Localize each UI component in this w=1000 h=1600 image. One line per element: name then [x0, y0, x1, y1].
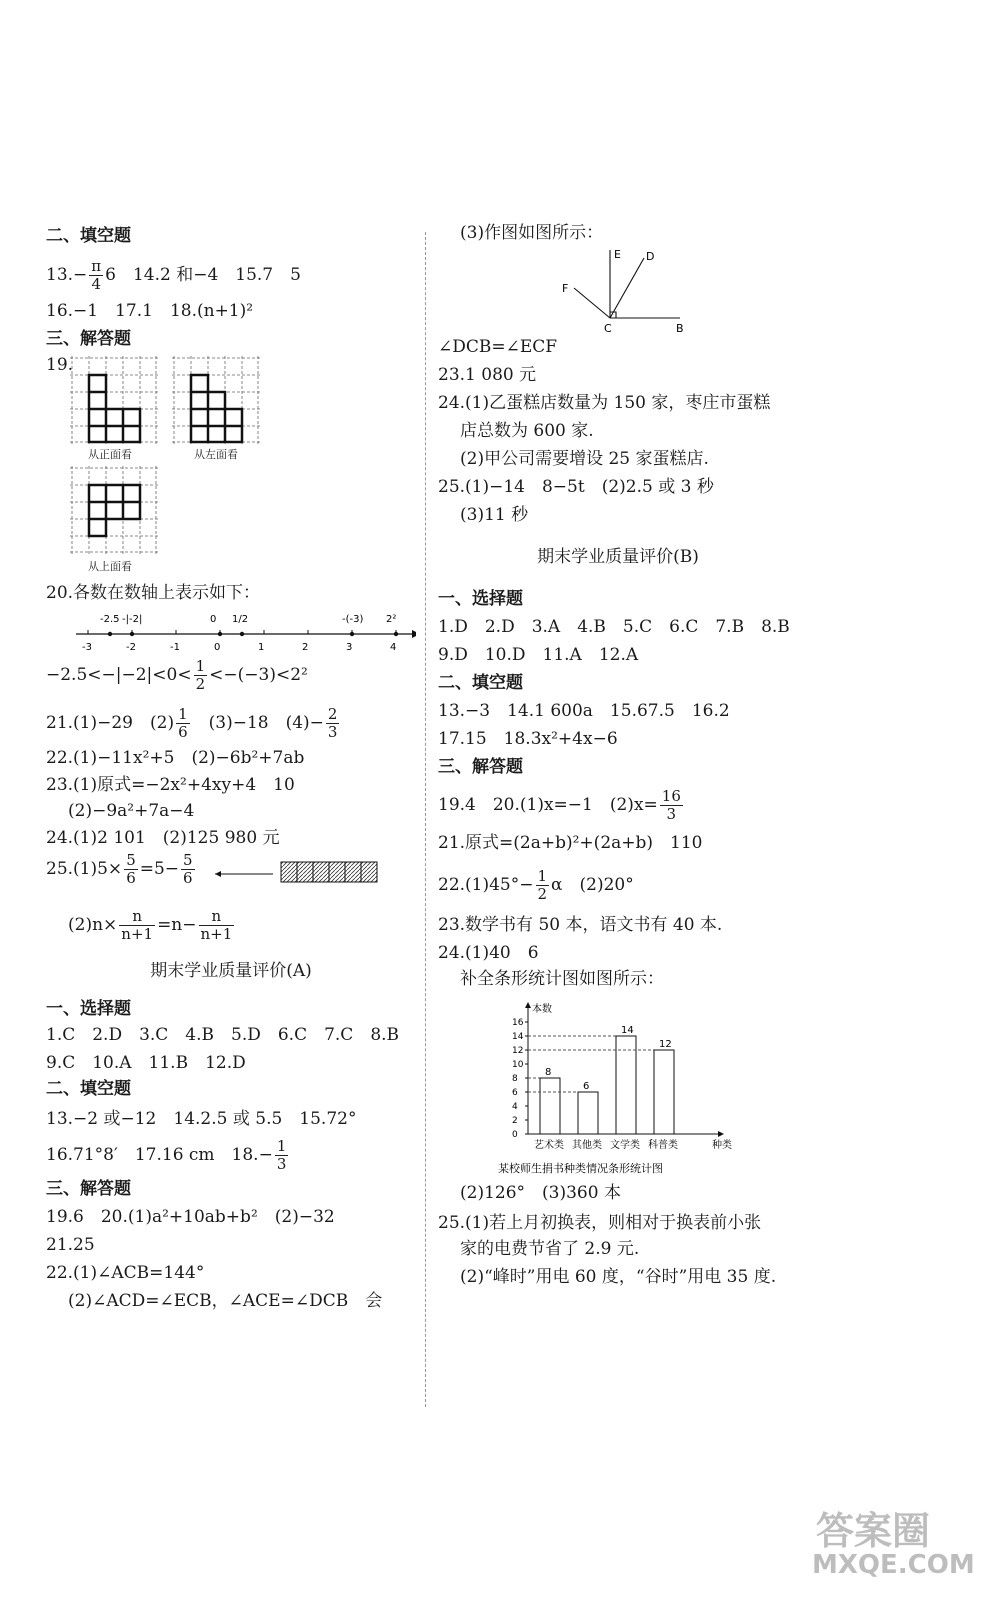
label-E: E: [614, 248, 621, 261]
answer-3-figure-note: (3)作图如图所示：: [460, 223, 604, 243]
bar-data-label: 6: [583, 1081, 590, 1092]
y-tick-label: 6: [512, 1088, 518, 1098]
answer-23: 23.1 080 元: [438, 365, 537, 385]
chart-title: 某校师生捐书种类情况条形统计图: [498, 1162, 663, 1175]
answer-22: 22.(1)−11x²+5 (2)−6b²+7ab: [46, 748, 305, 768]
answer-24-1b: 店总数为 600 家.: [460, 421, 594, 441]
category-label: 艺术类: [534, 1140, 564, 1151]
answer-b25-2: (2)“峰时”用电 60 度，“谷时”用电 35 度.: [460, 1267, 777, 1287]
answer-a22-2: (2)∠ACD=∠ECB，∠ACE=∠DCB 会: [68, 1291, 383, 1311]
number-line-tick-label: 3: [346, 642, 353, 653]
choice-answers-1: 1.C 2.D 3.C 4.B 5.D 6.C 7.C 8.B: [46, 1025, 400, 1045]
inequality-chain: −2.5<−|−2|<0< $\frac{1}{2}$ <−(−3)<2²: [46, 657, 308, 693]
caption-top-view: 从上面看: [88, 560, 132, 573]
answer-b23: 23.数学书有 50 本，语文书有 40 本.: [438, 915, 723, 935]
answer-25-2: (2)n× $\frac{n}{n+1}$ =n− $\frac{n}{n+1}$: [68, 907, 233, 943]
number-line-point-label: 1/2: [232, 614, 249, 625]
number-line-tick-label: 0: [214, 642, 221, 653]
answer-b25-1b: 家的电费节省了 2.9 元.: [460, 1239, 640, 1259]
label-C: C: [604, 322, 612, 335]
number-line-tick-label: 1: [258, 642, 265, 653]
x-axis-label: 种类: [712, 1140, 732, 1151]
watermark-logo: 答案圈: [816, 1509, 931, 1553]
answer-24-2: (2)甲公司需要增设 25 家蛋糕店.: [460, 449, 709, 469]
angle-equality: ∠DCB=∠ECF: [438, 337, 558, 357]
answer-a19: 19.6 20.(1)a²+10ab+b² (2)−32: [46, 1207, 335, 1227]
caption-front-view: 从正面看: [88, 448, 132, 461]
bar-data-label: 12: [659, 1039, 672, 1050]
fill-answers-b17: 17.15 18.3x²+4x−6: [438, 729, 618, 749]
answer-23-1: 23.(1)原式=−2x²+4xy+4 10: [46, 775, 295, 795]
section-heading: 二、填空题: [438, 673, 523, 693]
fill-answers-b13: 13.−3 14.1 600a 15.67.5 16.2: [438, 701, 730, 721]
number-line-tick-label: 2: [302, 642, 309, 653]
answer-b21: 21.原式=(2a+b)²+(2a+b) 110: [438, 833, 703, 853]
y-tick-label: 10: [512, 1060, 524, 1070]
section-heading: 二、填空题: [46, 226, 131, 246]
number-line-tick-label: 4: [390, 642, 397, 653]
category-label: 科普类: [648, 1140, 678, 1151]
bar-data-label: 14: [621, 1025, 634, 1036]
y-axis-label: 本数: [532, 1004, 552, 1015]
bar: [616, 1036, 636, 1134]
number-line-tick-label: -1: [170, 642, 180, 653]
number-line-point-label: 2²: [386, 614, 397, 625]
section-heading: 三、解答题: [46, 329, 131, 349]
left-view-grid: [172, 356, 260, 444]
answer-19: 19.: [46, 355, 74, 375]
y-tick-label: 4: [512, 1102, 518, 1112]
bar: [654, 1050, 674, 1134]
answer-25-2: (3)11 秒: [460, 505, 529, 525]
answer-21: 21.(1)−29 (2) $\frac{1}{6}$ (3)−18 (4)− $\frac{2}{3}$: [46, 705, 338, 741]
number-line-tick-label: -2: [126, 642, 136, 653]
angle-figure: [548, 248, 698, 336]
category-label: 文学类: [610, 1140, 640, 1151]
bar-data-label: 8: [545, 1067, 552, 1078]
answer-b25-1: 25.(1)若上月初换表，则相对于换表前小张: [438, 1213, 762, 1233]
number-line: [76, 604, 416, 654]
number-line-point-label: -(-3): [342, 614, 364, 625]
category-label: 其他类: [572, 1140, 602, 1151]
answer-a22-1: 22.(1)∠ACB=144°: [46, 1263, 205, 1283]
choice-answers-b2: 9.D 10.D 11.A 12.A: [438, 645, 639, 665]
y-tick-label: 8: [512, 1074, 518, 1084]
number-line-point-label: 0: [210, 614, 217, 625]
choice-answers-2: 9.C 10.A 11.B 12.D: [46, 1053, 246, 1073]
answer-13: 13.− $\frac{\pi}{4}$ 6 14.2 和−4 15.7 5: [46, 257, 301, 293]
fill-answers-13: 13.−2 或−12 14.2.5 或 5.5 15.72°: [46, 1109, 357, 1129]
answer-25-1: 25.(1)5× $\frac{5}{6}$ =5− $\frac{5}{6}$: [46, 851, 193, 887]
section-heading: 一、选择题: [438, 589, 523, 609]
y-tick-label: 0: [512, 1130, 518, 1140]
y-tick-label: 12: [512, 1046, 524, 1056]
watermark-url: MXQE.COM: [812, 1550, 975, 1580]
top-view-grid: [70, 466, 158, 554]
column-divider: [425, 232, 426, 1407]
number-line-point: [108, 632, 112, 636]
answer-b24-2: (2)126° (3)360 本: [460, 1183, 621, 1203]
caption-left-view: 从左面看: [194, 448, 238, 461]
number-line-tick-label: -3: [82, 642, 92, 653]
front-view-grid: [70, 356, 158, 444]
answer-b19: 19.4 20.(1)x=−1 (2)x= $\frac{16}{3}$: [438, 787, 681, 823]
number-line-point: [130, 632, 134, 636]
answer-25-1: 25.(1)−14 8−5t (2)2.5 或 3 秒: [438, 477, 714, 497]
bar-chart: [488, 998, 748, 1178]
answer-24: 24.(1)2 101 (2)125 980 元: [46, 828, 280, 848]
number-line-point: [240, 632, 244, 636]
label-F: F: [562, 282, 569, 295]
section-heading: 二、填空题: [46, 1079, 131, 1099]
section-title-a: 期末学业质量评价(A): [150, 961, 312, 981]
y-axis-arrow: [525, 1002, 531, 1008]
bar: [578, 1092, 598, 1134]
answer-23-2: (2)−9a²+7a−4: [68, 801, 195, 821]
choice-answers-b1: 1.D 2.D 3.A 4.B 5.C 6.C 7.B 8.B: [438, 617, 790, 637]
answer-20: 20.各数在数轴上表示如下：: [46, 583, 261, 603]
answer-b24-note: 补全条形统计图如图所示：: [460, 969, 664, 989]
number-line-point: [394, 632, 398, 636]
section-heading: 三、解答题: [438, 757, 523, 777]
answer-b22: 22.(1)45°− $\frac{1}{2}$ α (2)20°: [438, 867, 634, 903]
bar: [540, 1078, 560, 1134]
section-heading: 三、解答题: [46, 1179, 131, 1199]
label-D: D: [646, 250, 655, 263]
y-tick-label: 2: [512, 1116, 518, 1126]
section-heading: 一、选择题: [46, 999, 131, 1019]
number-line-point-label: -2.5: [100, 614, 120, 625]
answer-a21: 21.25: [46, 1235, 95, 1255]
y-tick-label: 14: [512, 1032, 524, 1042]
answer-16: 16.−1 17.1 18.(n+1)²: [46, 301, 254, 321]
answer-24-1: 24.(1)乙蛋糕店数量为 150 家，枣庄市蛋糕: [438, 393, 771, 413]
fill-answers-16: 16.71°8′ 17.16 cm 18.− $\frac{1}{3}$: [46, 1137, 287, 1173]
x-axis-arrow: [718, 1131, 724, 1137]
y-tick-label: 16: [512, 1018, 524, 1028]
number-line-point: [218, 632, 222, 636]
number-line-point-label: -|-2|: [122, 614, 143, 625]
section-title-b: 期末学业质量评价(B): [537, 547, 699, 567]
arrow-and-shaded-bar: [211, 858, 381, 888]
answer-b24-1: 24.(1)40 6: [438, 943, 539, 963]
label-B: B: [676, 322, 684, 335]
number-line-point: [350, 632, 354, 636]
